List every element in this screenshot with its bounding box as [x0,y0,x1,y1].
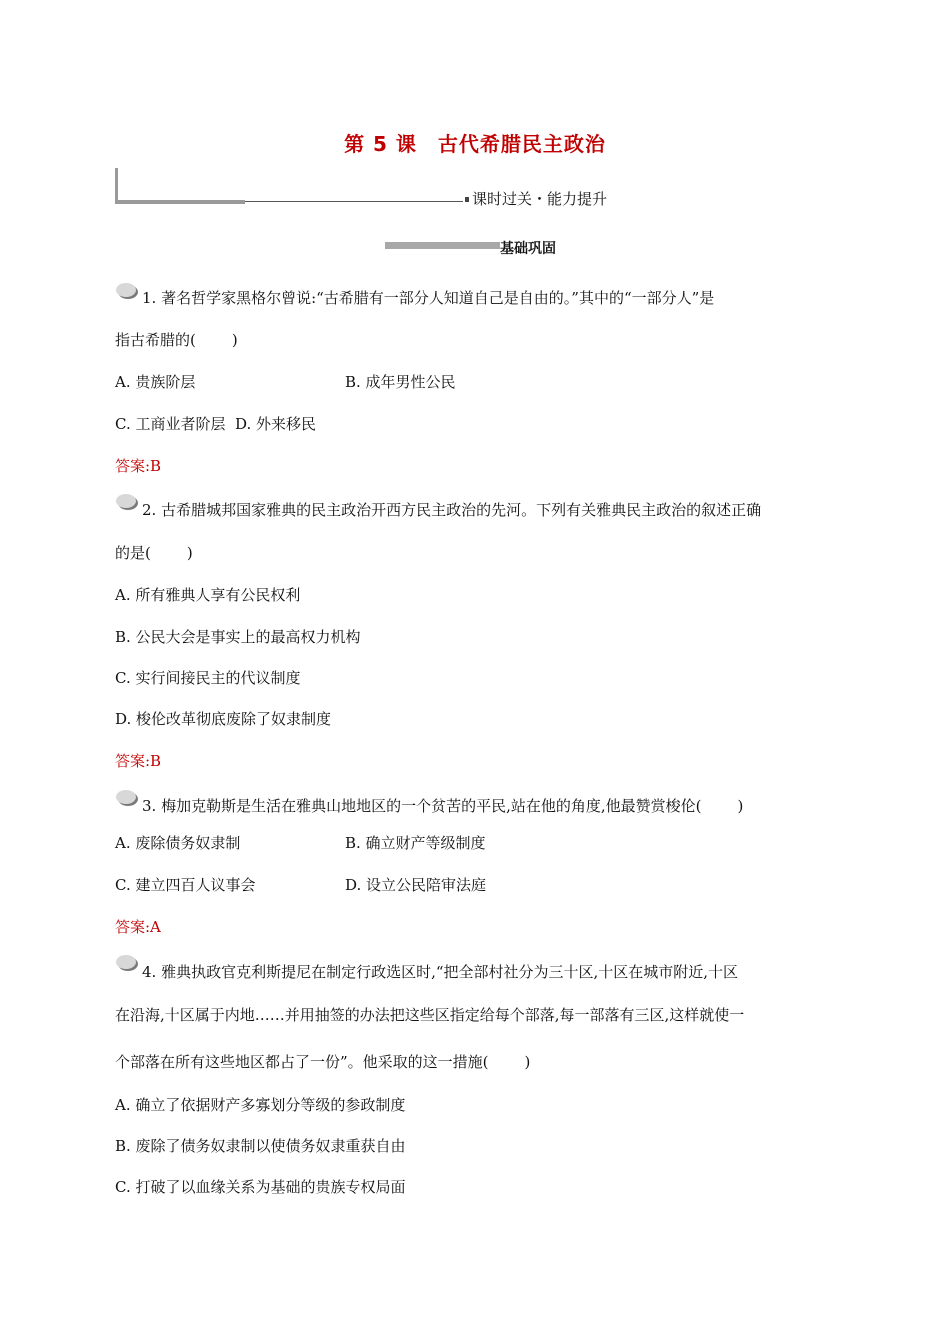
question-1-answer: 答案:B [115,457,162,475]
subsection-bar [385,242,500,249]
question-bullet-icon [115,954,139,972]
question-4-option-c: C. 打破了以血缘关系为基础的贵族专权局面 [115,1178,406,1196]
page-title: 第 5 课 古代希腊民主政治 [344,132,606,156]
question-2-text: 2. 古希腊城邦国家雅典的民主政治开西方民主政治的先河。下列有关雅典民主政治的叙述正确 [142,501,762,519]
question-4-text: 4. 雅典执政官克利斯提尼在制定行政选区时,“把全部村社分为三十区,十区在城市附近,十区 [142,963,739,981]
question-1-option-a: A. 贵族阶层 [115,373,196,391]
question-bullet-icon [115,282,139,300]
question-2-text-cont: 的是( ) [115,544,193,562]
question-4-option-a: A. 确立了依据财产多寡划分等级的参政制度 [115,1096,406,1114]
question-bullet-icon [115,493,139,511]
question-1-options-cd: C. 工商业者阶层 D. 外来移民 [115,415,317,433]
question-3-answer: 答案:A [115,918,161,936]
question-2-option-a: A. 所有雅典人享有公民权利 [115,586,301,604]
question-3-option-b: B. 确立财产等级制度 [345,834,486,852]
section-bar-vertical [115,168,118,203]
question-3-option-a: A. 废除债务奴隶制 [115,834,241,852]
question-2-option-d: D. 梭伦改革彻底废除了奴隶制度 [115,710,332,728]
section-bar-thin [245,201,463,202]
question-3-text: 3. 梅加克勒斯是生活在雅典山地地区的一个贫苦的平民,站在他的角度,他最赞赏梭伦( ) [142,797,744,815]
question-2-option-c: C. 实行间接民主的代议制度 [115,669,301,687]
question-bullet-icon [115,789,139,807]
question-3-option-d: D. 设立公民陪审法庭 [345,876,487,894]
section-bar-marker [465,197,469,202]
question-3-option-c: C. 建立四百人议事会 [115,876,256,894]
question-4-option-b: B. 废除了债务奴隶制以使债务奴隶重获自由 [115,1137,406,1155]
question-2-answer: 答案:B [115,752,162,770]
subsection-label: 基础巩固 [500,241,556,257]
question-2-option-b: B. 公民大会是事实上的最高权力机构 [115,628,361,646]
question-1-option-b: B. 成年男性公民 [345,373,456,391]
question-4-text-cont: 在沿海,十区属于内地……并用抽签的办法把这些区指定给每个部落,每一部落有三区,这样就使一 [115,1006,745,1024]
section-bar-thick [115,200,245,204]
question-1-text-cont: 指古希腊的( ) [115,331,238,349]
question-1-text: 1. 著名哲学家黑格尔曾说:“古希腊有一部分人知道自己是自由的。”其中的“一部分人”是 [142,289,715,307]
question-4-text-cont2: 个部落在所有这些地区都占了一份”。他采取的这一措施( ) [115,1053,531,1071]
section-label: 课时过关・能力提升 [472,190,608,208]
